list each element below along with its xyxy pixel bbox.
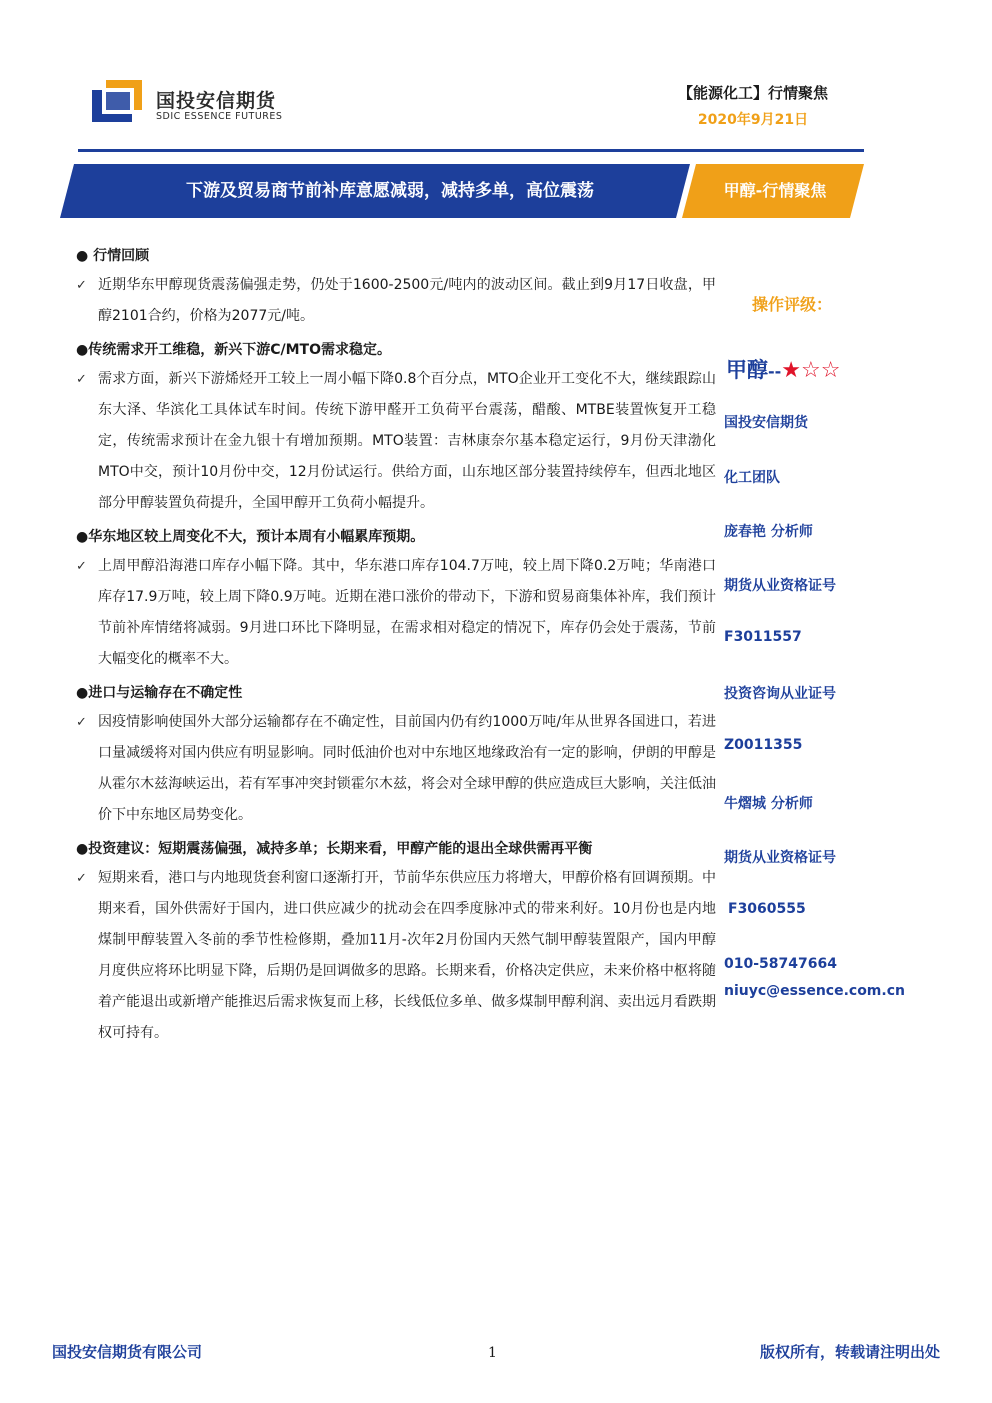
logo-name-en: SDIC ESSENCE FUTURES [156,111,283,122]
report-date: 2020年9月21日 [697,112,809,128]
sidebar-analyst-1: 庞春艳 分析师 [724,524,813,540]
rating [726,354,840,384]
paragraph-text: 短期来看，港口与内地现货套利窗口逐渐打开，节前华东供应压力将增大，甲醇价格有回调预期。中期来看，国外供需好于国内，进口供应减少的扰动会在四季度脉冲式的带来利好。10月份也是内地煤制甲醇装置入冬前的季节性检修期，叠加11月-次年2月份国内天然气制甲醇装置限产，国内甲醇月度供应将环比明显下降，后期仍是回调做多的思路。长期来看，价格决定供应，未来价格中枢将随着产能退出或新增产能推迟后需求恢复而上移，长线低位多单、做多煤制甲醇利润、卖出远月看跌期权可持有。 [98,870,716,1041]
sidebar-analyst-2: 牛熠城 分析师 [724,796,813,812]
report-header-info [678,82,828,129]
section-heading-demand: ●传统需求开工维稳，新兴下游C/MTO需求稳定。 [76,342,391,358]
paragraph-text: 上周甲醇沿海港口库存小幅下降。其中，华东港口库存104.7万吨，较上周下降0.2万吨；华南港口库存17.9万吨，较上周下降0.9万吨。近期在港口涨价的带动下，下游和贸易商集体补库，我们预计节前补库情绪将减弱。9月进口环比下降明显，在需求相对稳定的情况下，库存仍会处于震荡，节前大幅变化的概率不大。 [98,558,716,667]
section-heading-inventory: ●华东地区较上周变化不大，预计本周有小幅累库预期。 [76,529,425,545]
star-empty-icon: ☆☆ [801,358,841,383]
sidebar-cert-number-1: F3011557 [724,629,802,645]
section-paragraph [76,707,716,831]
sidebar-phone: 010-58747664 [724,956,837,972]
page-number: 1 [488,1345,497,1361]
section-paragraph [76,551,716,675]
sidebar-company: 国投安信期货 [724,415,808,431]
rating-product: 甲醇 [726,358,768,382]
logo-name-cn: 国投安信期货 [156,90,277,112]
sidebar-cert-number-2: F3060555 [728,901,806,917]
main-content [76,238,716,1049]
star-filled-icon: ★ [781,358,802,383]
section-paragraph [76,270,716,332]
report-type: 【能源化工】行情聚焦 [677,84,828,102]
checkmark-icon: ✓ [76,278,87,293]
footer-copyright: 版权所有，转载请注明出处 [759,1343,940,1361]
sidebar-advisory-number: Z0011355 [724,737,803,753]
sidebar-email: niuyc@essence.com.cn [724,983,905,999]
checkmark-icon: ✓ [76,372,87,387]
checkmark-icon: ✓ [76,559,87,574]
section-heading-investment-advice: ●投资建议：短期震荡偏强，减持多单；长期来看，甲醇产能的退出全球供需再平衡 [76,841,593,857]
sidebar-advisory-label: 投资咨询从业证号 [724,686,836,702]
banner-tag: 甲醇-行情聚焦 [723,181,827,200]
header-divider [78,149,864,152]
logo-mark-icon [92,80,142,122]
checkmark-icon: ✓ [76,715,87,730]
company-logo [92,80,322,128]
checkmark-icon: ✓ [76,871,87,886]
rating-label: 操作评级： [752,295,833,314]
section-heading-market-review: ● 行情回顾 [76,248,150,264]
rating-dash: -- [768,362,782,381]
section-paragraph [76,863,716,1049]
paragraph-text: 需求方面，新兴下游烯烃开工较上一周小幅下降0.8个百分点，MTO企业开工变化不大，继续跟踪山东大泽、华滨化工具体试车时间。传统下游甲醛开工负荷平台震荡，醋酸、MTBE装置恢复开工稳定，传统需求预计在金九银十有增加预期。MTO装置：吉林康奈尔基本稳定运行，9月份天津渤化MTO中交，预计10月份中交，12月份试运行。供给方面，山东地区部分装置持续停车，但西北地区部分甲醇装置负荷提升，全国甲醇开工负荷小幅提升。 [98,371,716,511]
sidebar-cert-label-1: 期货从业资格证号 [724,578,836,594]
section-heading-imports: ●进口与运输存在不确定性 [76,685,243,701]
paragraph-text: 近期华东甲醇现货震荡偏强走势，仍处于1600-2500元/吨内的波动区间。截止到9月17日收盘，甲醇2101合约，价格为2077元/吨。 [98,277,716,324]
section-paragraph [76,364,716,519]
sidebar-team: 化工团队 [724,470,780,486]
footer-company: 国投安信期货有限公司 [52,1343,203,1361]
paragraph-text: 因疫情影响使国外大部分运输都存在不确定性，目前国内仍有约1000万吨/年从世界各国进口，若进口量减缓将对国内供应有明显影响。同时低油价也对中东地区地缘政治有一定的影响，伊朗的甲醇是从霍尔木兹海峡运出，若有军事冲突封锁霍尔木兹，将会对全球甲醇的供应造成巨大影响，关注低油价下中东地区局势变化。 [98,714,716,823]
banner-title: 下游及贸易商节前补库意愿减弱，减持多单，高位震荡 [186,181,594,201]
sidebar-cert-label-2: 期货从业资格证号 [724,850,836,866]
